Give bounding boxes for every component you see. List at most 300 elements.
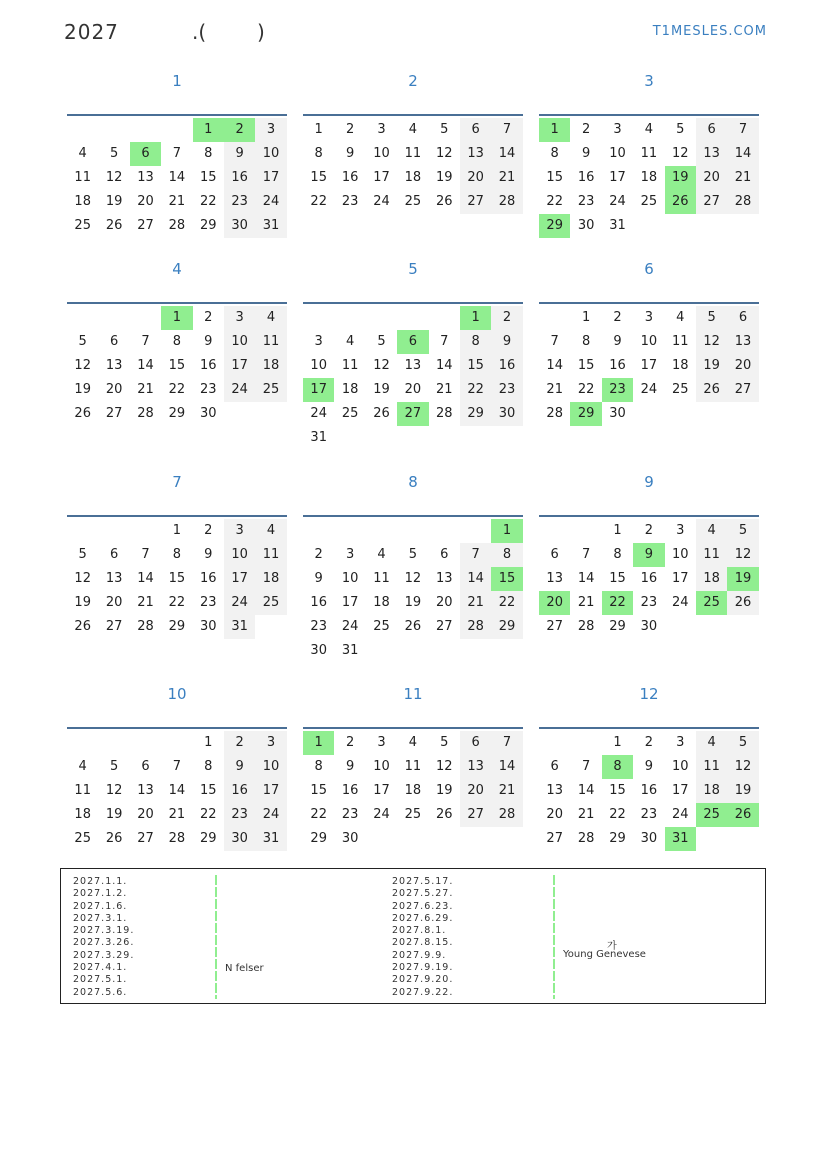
day-cell[interactable]: 20 xyxy=(460,166,491,190)
day-cell[interactable]: 17 xyxy=(341,595,359,610)
day-cell[interactable]: 8 xyxy=(460,330,491,354)
day-cell[interactable]: 23 xyxy=(602,378,633,402)
day-cell[interactable]: 11 xyxy=(74,783,91,798)
day-cell[interactable]: 26 xyxy=(665,190,696,214)
day-cell[interactable]: 26 xyxy=(696,378,727,402)
day-cell[interactable]: 15 xyxy=(546,170,563,185)
day-cell[interactable]: 16 xyxy=(341,783,359,798)
day-cell[interactable]: 27 xyxy=(137,831,154,846)
day-cell[interactable]: 10 xyxy=(640,334,658,349)
day-cell[interactable]: 19 xyxy=(74,595,91,610)
day-cell[interactable]: 27 xyxy=(696,190,727,214)
day-cell[interactable]: 26 xyxy=(727,803,758,827)
day-cell[interactable]: 13 xyxy=(696,142,727,166)
day-cell[interactable]: 12 xyxy=(373,358,390,373)
day-cell[interactable]: 17 xyxy=(255,779,286,803)
day-cell[interactable]: 27 xyxy=(105,619,123,634)
day-cell[interactable]: 21 xyxy=(168,807,186,822)
day-cell[interactable]: 9 xyxy=(345,146,355,161)
day-cell[interactable]: 9 xyxy=(345,759,355,774)
day-cell[interactable]: 10 xyxy=(341,571,359,586)
day-cell[interactable]: 2 xyxy=(224,731,255,755)
day-cell[interactable]: 16 xyxy=(310,595,327,610)
day-cell[interactable]: 16 xyxy=(640,783,658,798)
day-cell[interactable]: 13 xyxy=(546,783,563,798)
day-cell[interactable]: 16 xyxy=(224,166,255,190)
day-cell[interactable]: 7 xyxy=(172,759,181,774)
day-cell[interactable]: 19 xyxy=(105,807,123,822)
day-cell[interactable]: 23 xyxy=(199,595,217,610)
day-cell[interactable]: 23 xyxy=(341,194,359,209)
day-cell[interactable]: 1 xyxy=(491,519,522,543)
day-cell[interactable]: 9 xyxy=(581,146,591,161)
day-cell[interactable]: 2 xyxy=(345,735,355,750)
day-cell[interactable]: 10 xyxy=(671,547,689,562)
day-cell[interactable]: 31 xyxy=(341,643,359,658)
day-cell[interactable]: 28 xyxy=(577,831,595,846)
day-cell[interactable]: 12 xyxy=(105,783,123,798)
day-cell[interactable]: 24 xyxy=(671,595,689,610)
day-cell[interactable]: 12 xyxy=(727,755,758,779)
day-cell[interactable]: 12 xyxy=(696,330,727,354)
day-cell[interactable]: 7 xyxy=(581,759,591,774)
day-cell[interactable]: 10 xyxy=(224,330,255,354)
day-cell[interactable]: 30 xyxy=(609,406,626,421)
day-cell[interactable]: 22 xyxy=(460,378,491,402)
day-cell[interactable]: 25 xyxy=(373,619,390,634)
day-cell[interactable]: 8 xyxy=(602,755,633,779)
day-cell[interactable]: 1 xyxy=(193,118,224,142)
day-cell[interactable]: 4 xyxy=(408,122,417,137)
day-cell[interactable]: 14 xyxy=(435,358,453,373)
day-cell[interactable]: 21 xyxy=(577,807,595,822)
day-cell[interactable]: 9 xyxy=(204,547,213,562)
day-cell[interactable]: 29 xyxy=(199,831,217,846)
day-cell[interactable]: 29 xyxy=(609,831,626,846)
day-cell[interactable]: 10 xyxy=(310,358,327,373)
day-cell[interactable]: 1 xyxy=(314,122,323,137)
day-cell[interactable]: 26 xyxy=(404,619,422,634)
day-cell[interactable]: 21 xyxy=(546,382,563,397)
day-cell[interactable]: 12 xyxy=(727,543,758,567)
day-cell[interactable]: 22 xyxy=(577,382,595,397)
day-cell[interactable]: 28 xyxy=(168,831,186,846)
day-cell[interactable]: 17 xyxy=(224,354,255,378)
day-cell[interactable]: 5 xyxy=(78,334,87,349)
day-cell[interactable]: 5 xyxy=(727,731,758,755)
day-cell[interactable]: 1 xyxy=(460,306,491,330)
day-cell[interactable]: 11 xyxy=(404,759,422,774)
day-cell[interactable]: 30 xyxy=(199,619,217,634)
day-cell[interactable]: 7 xyxy=(491,731,522,755)
day-cell[interactable]: 13 xyxy=(727,330,758,354)
day-cell[interactable]: 7 xyxy=(460,543,491,567)
day-cell[interactable]: 25 xyxy=(255,591,286,615)
day-cell[interactable]: 26 xyxy=(727,591,758,615)
day-cell[interactable]: 21 xyxy=(168,194,186,209)
day-cell[interactable]: 2 xyxy=(613,310,622,325)
day-cell[interactable]: 21 xyxy=(137,382,154,397)
day-cell[interactable]: 6 xyxy=(130,142,161,166)
day-cell[interactable]: 24 xyxy=(609,194,626,209)
day-cell[interactable]: 14 xyxy=(577,783,595,798)
day-cell[interactable]: 31 xyxy=(255,827,286,851)
day-cell[interactable]: 20 xyxy=(404,382,422,397)
day-cell[interactable]: 26 xyxy=(74,406,91,421)
day-cell[interactable]: 19 xyxy=(404,595,422,610)
day-cell[interactable]: 26 xyxy=(373,406,390,421)
day-cell[interactable]: 23 xyxy=(199,382,217,397)
day-cell[interactable]: 29 xyxy=(609,619,626,634)
day-cell[interactable]: 11 xyxy=(341,358,359,373)
day-cell[interactable]: 7 xyxy=(141,334,150,349)
day-cell[interactable]: 2 xyxy=(314,547,323,562)
day-cell[interactable]: 6 xyxy=(550,547,559,562)
day-cell[interactable]: 22 xyxy=(310,194,327,209)
day-cell[interactable]: 22 xyxy=(199,807,217,822)
day-cell[interactable]: 5 xyxy=(109,146,119,161)
day-cell[interactable]: 29 xyxy=(491,615,522,639)
day-cell[interactable]: 14 xyxy=(137,571,154,586)
day-cell[interactable]: 8 xyxy=(550,146,559,161)
day-cell[interactable]: 2 xyxy=(224,118,255,142)
day-cell[interactable]: 21 xyxy=(460,591,491,615)
day-cell[interactable]: 26 xyxy=(105,218,123,233)
day-cell[interactable]: 3 xyxy=(255,118,286,142)
day-cell[interactable]: 2 xyxy=(644,523,653,538)
day-cell[interactable]: 5 xyxy=(408,547,417,562)
day-cell[interactable]: 9 xyxy=(314,571,323,586)
day-cell[interactable]: 14 xyxy=(137,358,154,373)
day-cell[interactable]: 25 xyxy=(696,591,727,615)
day-cell[interactable]: 12 xyxy=(435,146,453,161)
day-cell[interactable]: 8 xyxy=(204,759,213,774)
day-cell[interactable]: 30 xyxy=(341,831,359,846)
day-cell[interactable]: 29 xyxy=(168,406,186,421)
day-cell[interactable]: 8 xyxy=(581,334,591,349)
day-cell[interactable]: 20 xyxy=(435,595,453,610)
day-cell[interactable]: 12 xyxy=(74,571,91,586)
day-cell[interactable]: 25 xyxy=(404,807,422,822)
day-cell[interactable]: 28 xyxy=(460,615,491,639)
day-cell[interactable]: 18 xyxy=(404,170,422,185)
day-cell[interactable]: 1 xyxy=(161,306,192,330)
day-cell[interactable]: 3 xyxy=(676,735,685,750)
day-cell[interactable]: 27 xyxy=(546,619,563,634)
day-cell[interactable]: 4 xyxy=(377,547,386,562)
day-cell[interactable]: 17 xyxy=(671,783,689,798)
day-cell[interactable]: 1 xyxy=(613,523,622,538)
day-cell[interactable]: 13 xyxy=(404,358,422,373)
day-cell[interactable]: 18 xyxy=(640,170,658,185)
day-cell[interactable]: 29 xyxy=(199,218,217,233)
day-cell[interactable]: 25 xyxy=(74,831,91,846)
day-cell[interactable]: 18 xyxy=(255,567,286,591)
day-cell[interactable]: 17 xyxy=(671,571,689,586)
day-cell[interactable]: 3 xyxy=(314,334,323,349)
day-cell[interactable]: 2 xyxy=(491,306,522,330)
day-cell[interactable]: 28 xyxy=(491,190,522,214)
day-cell[interactable]: 29 xyxy=(539,214,570,238)
day-cell[interactable]: 27 xyxy=(460,803,491,827)
day-cell[interactable]: 10 xyxy=(373,146,390,161)
day-cell[interactable]: 22 xyxy=(168,382,186,397)
day-cell[interactable]: 8 xyxy=(613,547,622,562)
day-cell[interactable]: 16 xyxy=(341,170,359,185)
day-cell[interactable]: 12 xyxy=(74,358,91,373)
day-cell[interactable]: 15 xyxy=(310,170,327,185)
day-cell[interactable]: 20 xyxy=(696,166,727,190)
day-cell[interactable]: 5 xyxy=(440,735,449,750)
day-cell[interactable]: 23 xyxy=(224,803,255,827)
day-cell[interactable]: 29 xyxy=(460,402,491,426)
day-cell[interactable]: 17 xyxy=(303,378,334,402)
day-cell[interactable]: 3 xyxy=(644,310,653,325)
day-cell[interactable]: 8 xyxy=(314,146,323,161)
day-cell[interactable]: 3 xyxy=(377,122,386,137)
day-cell[interactable]: 23 xyxy=(491,378,522,402)
day-cell[interactable]: 9 xyxy=(224,755,255,779)
day-cell[interactable]: 31 xyxy=(255,214,286,238)
day-cell[interactable]: 22 xyxy=(546,194,563,209)
day-cell[interactable]: 16 xyxy=(199,358,217,373)
day-cell[interactable]: 21 xyxy=(727,166,758,190)
day-cell[interactable]: 6 xyxy=(440,547,449,562)
day-cell[interactable]: 4 xyxy=(255,519,286,543)
day-cell[interactable]: 27 xyxy=(397,402,428,426)
day-cell[interactable]: 10 xyxy=(255,755,286,779)
day-cell[interactable]: 10 xyxy=(224,543,255,567)
day-cell[interactable]: 13 xyxy=(137,783,154,798)
day-cell[interactable]: 23 xyxy=(310,619,327,634)
day-cell[interactable]: 3 xyxy=(377,735,386,750)
day-cell[interactable]: 6 xyxy=(109,334,119,349)
day-cell[interactable]: 5 xyxy=(676,122,685,137)
day-cell[interactable]: 17 xyxy=(640,358,658,373)
day-cell[interactable]: 25 xyxy=(640,194,658,209)
day-cell[interactable]: 20 xyxy=(105,382,123,397)
day-cell[interactable]: 18 xyxy=(696,779,727,803)
day-cell[interactable]: 28 xyxy=(435,406,453,421)
day-cell[interactable]: 13 xyxy=(137,170,154,185)
day-cell[interactable]: 14 xyxy=(577,571,595,586)
day-cell[interactable]: 13 xyxy=(546,571,563,586)
day-cell[interactable]: 1 xyxy=(613,735,622,750)
day-cell[interactable]: 30 xyxy=(577,218,595,233)
day-cell[interactable]: 8 xyxy=(172,547,181,562)
day-cell[interactable]: 17 xyxy=(373,170,390,185)
day-cell[interactable]: 6 xyxy=(141,759,150,774)
day-cell[interactable]: 18 xyxy=(74,194,91,209)
day-cell[interactable]: 24 xyxy=(224,591,255,615)
day-cell[interactable]: 1 xyxy=(539,118,570,142)
day-cell[interactable]: 3 xyxy=(255,731,286,755)
day-cell[interactable]: 2 xyxy=(345,122,355,137)
day-cell[interactable]: 19 xyxy=(435,783,453,798)
day-cell[interactable]: 2 xyxy=(644,735,653,750)
day-cell[interactable]: 29 xyxy=(310,831,327,846)
day-cell[interactable]: 10 xyxy=(255,142,286,166)
day-cell[interactable]: 28 xyxy=(577,619,595,634)
day-cell[interactable]: 18 xyxy=(255,354,286,378)
day-cell[interactable]: 27 xyxy=(105,406,123,421)
day-cell[interactable]: 22 xyxy=(602,591,633,615)
day-cell[interactable]: 12 xyxy=(105,170,123,185)
day-cell[interactable]: 9 xyxy=(491,330,522,354)
day-cell[interactable]: 16 xyxy=(199,571,217,586)
day-cell[interactable]: 18 xyxy=(74,807,91,822)
day-cell[interactable]: 27 xyxy=(546,831,563,846)
day-cell[interactable]: 8 xyxy=(172,334,181,349)
day-cell[interactable]: 15 xyxy=(199,783,217,798)
day-cell[interactable]: 18 xyxy=(373,595,390,610)
day-cell[interactable]: 12 xyxy=(404,571,422,586)
day-cell[interactable]: 24 xyxy=(310,406,327,421)
day-cell[interactable]: 14 xyxy=(727,142,758,166)
day-cell[interactable]: 28 xyxy=(546,406,563,421)
day-cell[interactable]: 9 xyxy=(644,759,653,774)
day-cell[interactable]: 4 xyxy=(676,310,685,325)
day-cell[interactable]: 5 xyxy=(440,122,449,137)
day-cell[interactable]: 20 xyxy=(105,595,123,610)
day-cell[interactable]: 13 xyxy=(105,358,123,373)
day-cell[interactable]: 18 xyxy=(696,567,727,591)
day-cell[interactable]: 28 xyxy=(727,190,758,214)
day-cell[interactable]: 17 xyxy=(373,783,390,798)
day-cell[interactable]: 3 xyxy=(224,306,255,330)
day-cell[interactable]: 23 xyxy=(224,190,255,214)
day-cell[interactable]: 19 xyxy=(373,382,390,397)
day-cell[interactable]: 4 xyxy=(408,735,417,750)
day-cell[interactable]: 4 xyxy=(78,759,87,774)
day-cell[interactable]: 11 xyxy=(640,146,658,161)
day-cell[interactable]: 1 xyxy=(303,731,334,755)
day-cell[interactable]: 14 xyxy=(491,755,522,779)
day-cell[interactable]: 17 xyxy=(224,567,255,591)
day-cell[interactable]: 6 xyxy=(397,330,428,354)
day-cell[interactable]: 17 xyxy=(255,166,286,190)
day-cell[interactable]: 6 xyxy=(727,306,758,330)
day-cell[interactable]: 26 xyxy=(74,619,91,634)
day-cell[interactable]: 13 xyxy=(460,142,491,166)
day-cell[interactable]: 24 xyxy=(373,807,390,822)
day-cell[interactable]: 11 xyxy=(74,170,91,185)
day-cell[interactable]: 20 xyxy=(546,807,563,822)
day-cell[interactable]: 7 xyxy=(491,118,522,142)
day-cell[interactable]: 23 xyxy=(577,194,595,209)
day-cell[interactable]: 30 xyxy=(640,619,658,634)
day-cell[interactable]: 15 xyxy=(168,571,186,586)
day-cell[interactable]: 18 xyxy=(671,358,689,373)
day-cell[interactable]: 18 xyxy=(341,382,359,397)
day-cell[interactable]: 3 xyxy=(224,519,255,543)
day-cell[interactable]: 11 xyxy=(404,146,422,161)
day-cell[interactable]: 11 xyxy=(373,571,390,586)
day-cell[interactable]: 10 xyxy=(609,146,626,161)
day-cell[interactable]: 2 xyxy=(204,523,213,538)
day-cell[interactable]: 14 xyxy=(168,783,186,798)
day-cell[interactable]: 19 xyxy=(727,779,758,803)
day-cell[interactable]: 7 xyxy=(727,118,758,142)
day-cell[interactable]: 29 xyxy=(570,402,601,426)
day-cell[interactable]: 30 xyxy=(310,643,327,658)
day-cell[interactable]: 30 xyxy=(224,827,255,851)
day-cell[interactable]: 15 xyxy=(491,567,522,591)
day-cell[interactable]: 15 xyxy=(168,358,186,373)
day-cell[interactable]: 5 xyxy=(109,759,119,774)
day-cell[interactable]: 2 xyxy=(204,310,213,325)
day-cell[interactable]: 9 xyxy=(224,142,255,166)
day-cell[interactable]: 3 xyxy=(613,122,622,137)
day-cell[interactable]: 15 xyxy=(609,783,626,798)
day-cell[interactable]: 5 xyxy=(696,306,727,330)
day-cell[interactable]: 12 xyxy=(435,759,453,774)
day-cell[interactable]: 26 xyxy=(435,194,453,209)
day-cell[interactable]: 25 xyxy=(671,382,689,397)
day-cell[interactable]: 22 xyxy=(199,194,217,209)
day-cell[interactable]: 20 xyxy=(539,591,570,615)
day-cell[interactable]: 22 xyxy=(609,807,626,822)
day-cell[interactable]: 22 xyxy=(168,595,186,610)
day-cell[interactable]: 15 xyxy=(310,783,327,798)
day-cell[interactable]: 31 xyxy=(665,827,696,851)
day-cell[interactable]: 20 xyxy=(137,194,154,209)
day-cell[interactable]: 7 xyxy=(172,146,181,161)
day-cell[interactable]: 10 xyxy=(671,759,689,774)
day-cell[interactable]: 6 xyxy=(550,759,559,774)
day-cell[interactable]: 19 xyxy=(74,382,91,397)
day-cell[interactable]: 25 xyxy=(696,803,727,827)
day-cell[interactable]: 21 xyxy=(577,595,595,610)
day-cell[interactable]: 9 xyxy=(204,334,213,349)
day-cell[interactable]: 30 xyxy=(224,214,255,238)
day-cell[interactable]: 6 xyxy=(696,118,727,142)
day-cell[interactable]: 4 xyxy=(78,146,87,161)
day-cell[interactable]: 21 xyxy=(491,166,522,190)
day-cell[interactable]: 3 xyxy=(676,523,685,538)
day-cell[interactable]: 19 xyxy=(105,194,123,209)
day-cell[interactable]: 24 xyxy=(671,807,689,822)
day-cell[interactable]: 19 xyxy=(435,170,453,185)
day-cell[interactable]: 8 xyxy=(204,146,213,161)
day-cell[interactable]: 14 xyxy=(460,567,491,591)
day-cell[interactable]: 14 xyxy=(546,358,563,373)
day-cell[interactable]: 30 xyxy=(199,406,217,421)
day-cell[interactable]: 25 xyxy=(255,378,286,402)
day-cell[interactable]: 1 xyxy=(172,523,181,538)
day-cell[interactable]: 22 xyxy=(310,807,327,822)
day-cell[interactable]: 15 xyxy=(460,354,491,378)
day-cell[interactable]: 9 xyxy=(613,334,622,349)
day-cell[interactable]: 2 xyxy=(581,122,591,137)
day-cell[interactable]: 3 xyxy=(345,547,355,562)
day-cell[interactable]: 5 xyxy=(377,334,386,349)
day-cell[interactable]: 21 xyxy=(491,779,522,803)
day-cell[interactable]: 31 xyxy=(609,218,626,233)
day-cell[interactable]: 11 xyxy=(696,755,727,779)
day-cell[interactable]: 7 xyxy=(581,547,591,562)
day-cell[interactable]: 6 xyxy=(460,731,491,755)
day-cell[interactable]: 29 xyxy=(168,619,186,634)
day-cell[interactable]: 4 xyxy=(696,731,727,755)
day-cell[interactable]: 23 xyxy=(341,807,359,822)
day-cell[interactable]: 19 xyxy=(727,567,758,591)
day-cell[interactable]: 24 xyxy=(373,194,390,209)
day-cell[interactable]: 7 xyxy=(550,334,559,349)
day-cell[interactable]: 26 xyxy=(105,831,123,846)
day-cell[interactable]: 5 xyxy=(78,547,87,562)
day-cell[interactable]: 19 xyxy=(696,354,727,378)
